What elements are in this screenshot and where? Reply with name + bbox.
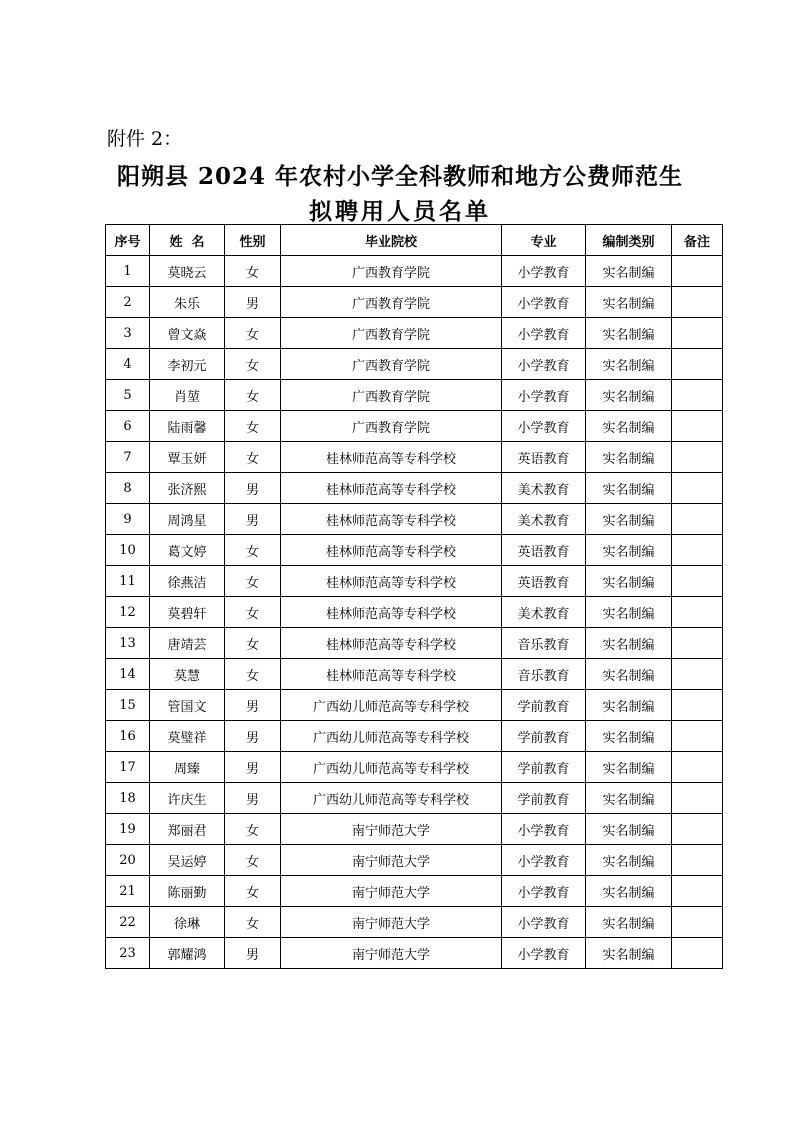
cell-name: 李初元 <box>150 349 225 380</box>
cell-remarks <box>672 380 723 411</box>
cell-name: 莫慧 <box>150 659 225 690</box>
cell-gender: 女 <box>225 535 281 566</box>
cell-index: 16 <box>106 721 150 752</box>
personnel-table <box>105 224 723 969</box>
cell-school: 桂林师范高等专科学校 <box>281 473 502 504</box>
cell-gender: 女 <box>225 597 281 628</box>
cell-index: 18 <box>106 783 150 814</box>
cell-name: 莫晓云 <box>150 256 225 287</box>
cell-remarks <box>672 845 723 876</box>
table-row <box>106 411 723 442</box>
cell-gender: 女 <box>225 876 281 907</box>
cell-name: 徐琳 <box>150 907 225 938</box>
cell-name: 覃玉妍 <box>150 442 225 473</box>
cell-school: 广西教育学院 <box>281 349 502 380</box>
cell-index: 21 <box>106 876 150 907</box>
cell-remarks <box>672 318 723 349</box>
cell-staffing-type: 实名制编 <box>586 752 672 783</box>
cell-remarks <box>672 721 723 752</box>
table-row <box>106 721 723 752</box>
cell-staffing-type: 实名制编 <box>586 690 672 721</box>
cell-major: 小学教育 <box>502 318 586 349</box>
header-staffing-type: 编制类别 <box>586 225 672 256</box>
cell-remarks <box>672 535 723 566</box>
cell-index: 11 <box>106 566 150 597</box>
cell-remarks <box>672 566 723 597</box>
cell-name: 唐靖芸 <box>150 628 225 659</box>
header-major: 专业 <box>502 225 586 256</box>
cell-school: 桂林师范高等专科学校 <box>281 628 502 659</box>
cell-name: 朱乐 <box>150 287 225 318</box>
cell-gender: 男 <box>225 721 281 752</box>
cell-major: 小学教育 <box>502 845 586 876</box>
cell-school: 桂林师范高等专科学校 <box>281 659 502 690</box>
cell-gender: 女 <box>225 411 281 442</box>
cell-staffing-type: 实名制编 <box>586 256 672 287</box>
cell-major: 英语教育 <box>502 535 586 566</box>
cell-gender: 女 <box>225 845 281 876</box>
cell-name: 肖堃 <box>150 380 225 411</box>
cell-gender: 男 <box>225 938 281 969</box>
cell-staffing-type: 实名制编 <box>586 628 672 659</box>
cell-school: 广西幼儿师范高等专科学校 <box>281 690 502 721</box>
table-row <box>106 907 723 938</box>
cell-staffing-type: 实名制编 <box>586 349 672 380</box>
table-row <box>106 814 723 845</box>
cell-gender: 女 <box>225 442 281 473</box>
cell-school: 广西教育学院 <box>281 256 502 287</box>
cell-name: 郑丽君 <box>150 814 225 845</box>
cell-name: 张济熙 <box>150 473 225 504</box>
table-row <box>106 752 723 783</box>
table-row <box>106 566 723 597</box>
cell-school: 广西幼儿师范高等专科学校 <box>281 783 502 814</box>
cell-name: 周鸿星 <box>150 504 225 535</box>
cell-major: 学前教育 <box>502 752 586 783</box>
table-row <box>106 256 723 287</box>
cell-staffing-type: 实名制编 <box>586 318 672 349</box>
cell-index: 23 <box>106 938 150 969</box>
document-title-line2: 拟聘用人员名单 <box>309 198 491 225</box>
cell-name: 莫璧祥 <box>150 721 225 752</box>
table-row <box>106 876 723 907</box>
cell-gender: 女 <box>225 628 281 659</box>
cell-gender: 女 <box>225 907 281 938</box>
cell-index: 9 <box>106 504 150 535</box>
header-school: 毕业院校 <box>281 225 502 256</box>
cell-remarks <box>672 442 723 473</box>
cell-staffing-type: 实名制编 <box>586 659 672 690</box>
cell-staffing-type: 实名制编 <box>586 535 672 566</box>
cell-remarks <box>672 938 723 969</box>
cell-index: 3 <box>106 318 150 349</box>
cell-index: 12 <box>106 597 150 628</box>
cell-staffing-type: 实名制编 <box>586 504 672 535</box>
attachment-label: 附件 2： <box>107 128 183 150</box>
cell-index: 15 <box>106 690 150 721</box>
cell-staffing-type: 实名制编 <box>586 845 672 876</box>
cell-name: 许庆生 <box>150 783 225 814</box>
cell-gender: 女 <box>225 349 281 380</box>
cell-staffing-type: 实名制编 <box>586 814 672 845</box>
cell-name: 吴运婷 <box>150 845 225 876</box>
cell-gender: 男 <box>225 473 281 504</box>
table-row <box>106 349 723 380</box>
table-row <box>106 938 723 969</box>
table-row <box>106 659 723 690</box>
cell-major: 小学教育 <box>502 814 586 845</box>
cell-gender: 男 <box>225 504 281 535</box>
cell-major: 美术教育 <box>502 597 586 628</box>
cell-index: 5 <box>106 380 150 411</box>
cell-major: 音乐教育 <box>502 659 586 690</box>
table-row <box>106 380 723 411</box>
cell-name: 莫碧轩 <box>150 597 225 628</box>
cell-name: 徐燕洁 <box>150 566 225 597</box>
cell-remarks <box>672 783 723 814</box>
cell-staffing-type: 实名制编 <box>586 287 672 318</box>
cell-school: 桂林师范高等专科学校 <box>281 442 502 473</box>
cell-remarks <box>672 814 723 845</box>
cell-major: 学前教育 <box>502 783 586 814</box>
table-row <box>106 473 723 504</box>
cell-name: 郭耀鸿 <box>150 938 225 969</box>
cell-remarks <box>672 256 723 287</box>
table-row <box>106 628 723 659</box>
cell-index: 14 <box>106 659 150 690</box>
cell-gender: 女 <box>225 380 281 411</box>
cell-index: 4 <box>106 349 150 380</box>
header-index: 序号 <box>106 225 150 256</box>
cell-remarks <box>672 597 723 628</box>
cell-school: 广西教育学院 <box>281 411 502 442</box>
cell-remarks <box>672 659 723 690</box>
cell-staffing-type: 实名制编 <box>586 721 672 752</box>
cell-staffing-type: 实名制编 <box>586 442 672 473</box>
cell-school: 广西教育学院 <box>281 318 502 349</box>
cell-index: 8 <box>106 473 150 504</box>
cell-name: 陈丽勤 <box>150 876 225 907</box>
cell-staffing-type: 实名制编 <box>586 783 672 814</box>
cell-staffing-type: 实名制编 <box>586 938 672 969</box>
table-row <box>106 535 723 566</box>
cell-school: 广西幼儿师范高等专科学校 <box>281 721 502 752</box>
cell-remarks <box>672 411 723 442</box>
cell-major: 美术教育 <box>502 473 586 504</box>
cell-gender: 女 <box>225 318 281 349</box>
cell-remarks <box>672 504 723 535</box>
cell-major: 小学教育 <box>502 876 586 907</box>
cell-major: 小学教育 <box>502 411 586 442</box>
cell-gender: 男 <box>225 752 281 783</box>
table-row <box>106 783 723 814</box>
cell-school: 南宁师范大学 <box>281 845 502 876</box>
cell-school: 南宁师范大学 <box>281 814 502 845</box>
cell-gender: 男 <box>225 783 281 814</box>
table-row <box>106 504 723 535</box>
cell-school: 桂林师范高等专科学校 <box>281 566 502 597</box>
table-row <box>106 690 723 721</box>
cell-name: 葛文婷 <box>150 535 225 566</box>
header-remarks: 备注 <box>672 225 723 256</box>
cell-gender: 男 <box>225 287 281 318</box>
cell-index: 20 <box>106 845 150 876</box>
cell-gender: 男 <box>225 690 281 721</box>
table-header-row <box>106 225 723 256</box>
cell-index: 2 <box>106 287 150 318</box>
cell-major: 音乐教育 <box>502 628 586 659</box>
cell-index: 19 <box>106 814 150 845</box>
cell-staffing-type: 实名制编 <box>586 411 672 442</box>
cell-major: 英语教育 <box>502 442 586 473</box>
header-gender: 性别 <box>225 225 281 256</box>
cell-major: 学前教育 <box>502 721 586 752</box>
table-row <box>106 287 723 318</box>
cell-remarks <box>672 907 723 938</box>
cell-school: 南宁师范大学 <box>281 876 502 907</box>
cell-major: 小学教育 <box>502 938 586 969</box>
cell-major: 小学教育 <box>502 256 586 287</box>
cell-index: 13 <box>106 628 150 659</box>
cell-staffing-type: 实名制编 <box>586 473 672 504</box>
cell-index: 6 <box>106 411 150 442</box>
cell-major: 小学教育 <box>502 380 586 411</box>
cell-index: 7 <box>106 442 150 473</box>
header-name: 姓 名 <box>150 225 225 256</box>
cell-index: 1 <box>106 256 150 287</box>
cell-major: 小学教育 <box>502 287 586 318</box>
cell-staffing-type: 实名制编 <box>586 566 672 597</box>
cell-remarks <box>672 473 723 504</box>
cell-remarks <box>672 287 723 318</box>
cell-name: 周臻 <box>150 752 225 783</box>
cell-remarks <box>672 690 723 721</box>
cell-school: 广西教育学院 <box>281 380 502 411</box>
cell-major: 美术教育 <box>502 504 586 535</box>
cell-index: 22 <box>106 907 150 938</box>
document-title-line1: 阳朔县 2024 年农村小学全科教师和地方公费师范生 <box>116 163 684 190</box>
cell-school: 广西幼儿师范高等专科学校 <box>281 752 502 783</box>
cell-major: 小学教育 <box>502 907 586 938</box>
cell-remarks <box>672 628 723 659</box>
cell-name: 陆雨馨 <box>150 411 225 442</box>
cell-school: 桂林师范高等专科学校 <box>281 535 502 566</box>
cell-school: 桂林师范高等专科学校 <box>281 504 502 535</box>
table-row <box>106 442 723 473</box>
cell-remarks <box>672 349 723 380</box>
cell-major: 英语教育 <box>502 566 586 597</box>
cell-school: 南宁师范大学 <box>281 938 502 969</box>
table-row <box>106 318 723 349</box>
cell-major: 小学教育 <box>502 349 586 380</box>
cell-school: 广西教育学院 <box>281 287 502 318</box>
table-row <box>106 597 723 628</box>
cell-index: 17 <box>106 752 150 783</box>
cell-index: 10 <box>106 535 150 566</box>
cell-gender: 女 <box>225 256 281 287</box>
cell-gender: 女 <box>225 659 281 690</box>
cell-major: 学前教育 <box>502 690 586 721</box>
cell-remarks <box>672 876 723 907</box>
cell-name: 管国文 <box>150 690 225 721</box>
cell-gender: 女 <box>225 566 281 597</box>
cell-staffing-type: 实名制编 <box>586 380 672 411</box>
cell-school: 桂林师范高等专科学校 <box>281 597 502 628</box>
cell-name: 曾文焱 <box>150 318 225 349</box>
cell-gender: 女 <box>225 814 281 845</box>
cell-staffing-type: 实名制编 <box>586 597 672 628</box>
cell-school: 南宁师范大学 <box>281 907 502 938</box>
cell-staffing-type: 实名制编 <box>586 876 672 907</box>
cell-remarks <box>672 752 723 783</box>
table-row <box>106 845 723 876</box>
cell-staffing-type: 实名制编 <box>586 907 672 938</box>
